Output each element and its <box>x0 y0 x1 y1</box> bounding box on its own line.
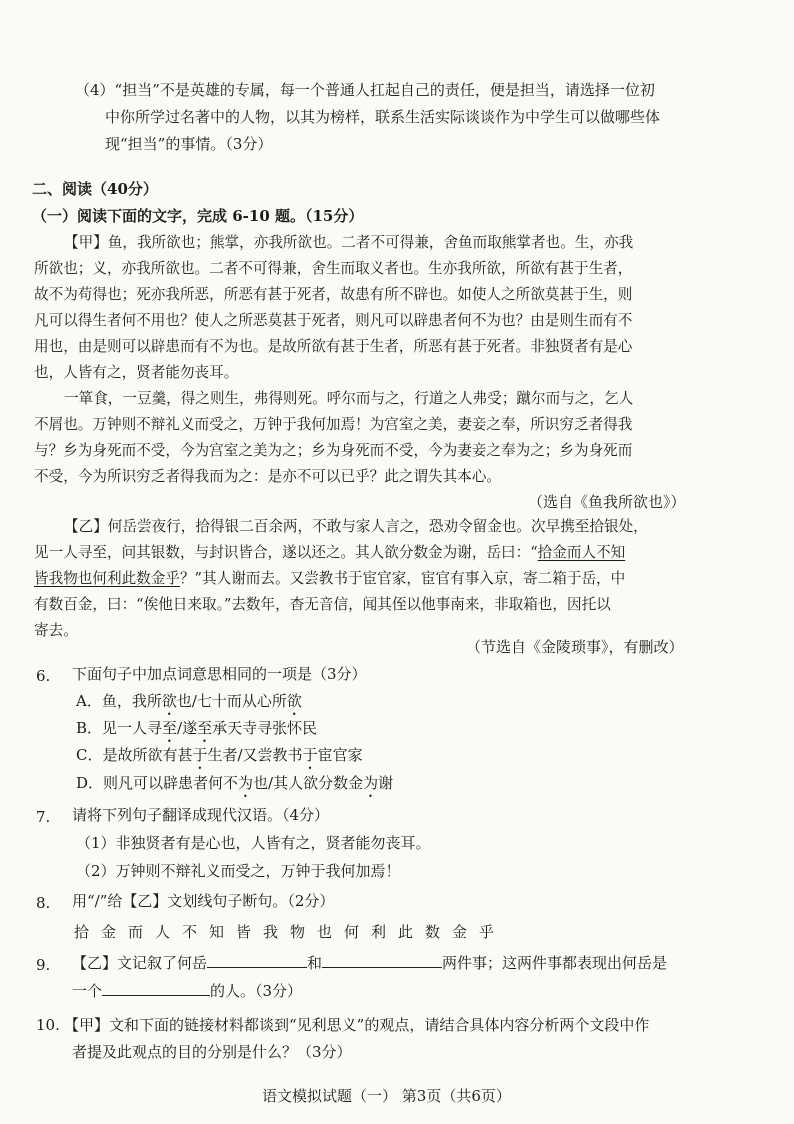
passage-jia-line: 一箪食，一豆羹，得之则生，弗得则死。呼尔而与之，行道之人弗受；蹴尔而与之，乞人 <box>64 390 634 407</box>
q7-stem: 请将下列句子翻译成现代汉语。（4分） <box>72 806 330 824</box>
q6-stem: 下面句子中加点词意思相同的一项是（3分） <box>72 665 367 683</box>
question-number: 8. <box>36 894 51 912</box>
dotted-word: 至 <box>162 719 178 737</box>
passage-jia-line: 【甲】鱼，我所欲也；熊掌，亦我所欲也。二者不可得兼，舍鱼而取熊掌者也。生，亦我 <box>64 234 634 251</box>
q9-line2: 一个 的人。（3分） <box>72 982 303 1000</box>
q10-line2: 者提及此观点的目的分别是什么？（3分） <box>72 1043 352 1061</box>
q7-sentence-1: （1）非独贤者有是心也，人皆有之，贤者能勿丧耳。 <box>76 834 431 852</box>
passage-yi-line <box>34 569 625 589</box>
passage-jia-line: 与？乡为身死而不受，今为宫室之美为之；乡为身死而不受，今为妻妾之奉为之；乡为身死而 <box>34 442 633 459</box>
passage-jia-line: 用也，由是则可以辟患而有不为也。是故所欲有甚于生者，所恶有甚于死者。非独贤者有是心 <box>34 338 633 355</box>
answer-blank[interactable] <box>102 981 210 996</box>
passage-yi-line: 寄去。 <box>34 622 78 639</box>
answer-blank[interactable] <box>322 953 442 968</box>
passage-jia-line: 不受，今为所识穷乏者得我而为之：是亦不可以已乎？此之谓失其本心。 <box>34 468 502 485</box>
underlined-sentence: 拾金而人不知 <box>537 544 626 561</box>
q8-stem: 用“/”给【乙】文划线句子断句。（2分） <box>72 892 335 910</box>
question-number: 9. <box>36 956 51 974</box>
dotted-word: 至 <box>197 719 213 737</box>
passage-yi-line: 【乙】何岳尝夜行，拾得银二百余两，不敢与家人言之，恐劝令留金也。次早携至拾银处， <box>64 518 648 535</box>
q5-part4-line1: （4）“担当”不是英雄的专属，每一个普通人扛起自己的责任，便是担当，请选择一位初 <box>75 81 655 99</box>
passage-jia-line: 凡可以得生者何不用也？使人之所恶莫甚于死者，则凡可以辟患者何不为也？由是则生而有不 <box>34 312 633 329</box>
passage-jia-line: 故不为苟得也；死亦我所恶，所恶有甚于死者，故患有所不辟也。如使人之所欲莫甚于生，则 <box>34 286 633 303</box>
section-subheading: （一）阅读下面的文字，完成 6-10 题。（15分） <box>32 207 364 225</box>
dotted-word: 为 <box>363 774 379 792</box>
q5-part4-line2: 中你所学过名著中的人物，以其为榜样，联系生活实际谈谈作为中学生可以做哪些体 <box>105 108 661 126</box>
page-footer: 语文模拟试题（一） 第3页（共6页） <box>262 1087 511 1105</box>
q7-sentence-2: （2）万钟则不辩礼义而受之，万钟于我何加焉！ <box>76 862 401 880</box>
question-number: 7. <box>36 808 51 826</box>
q5-part4-line3: 现“担当”的事情。（3分） <box>105 135 273 153</box>
dotted-word: 欲 <box>161 692 177 710</box>
dotted-word: 欲 <box>286 692 302 710</box>
section-heading: 二、阅读（40分） <box>32 180 158 198</box>
passage-jia-source: （选自《鱼我所欲也》） <box>528 493 686 511</box>
question-number: 6. <box>36 667 51 685</box>
passage-yi-line <box>34 543 625 563</box>
passage-jia-line: 也，人皆有之，贤者能勿丧耳。 <box>34 364 239 381</box>
passage-yi-text: 见一人寻至，问其银数，与封识皆合，遂以还之。其人欲分数金为谢，岳曰：“ <box>34 544 538 561</box>
q9-line1: 【乙】文记叙了何岳 和 两件事；这两件事都表现出何岳是 <box>72 954 668 972</box>
passage-jia-line: 不屑也。万钟则不辩礼义而受之，万钟于我何加焉！为宫室之美，妻妾之奉，所识穷乏者得我 <box>34 416 633 433</box>
passage-yi-source: （节选自《金陵琐事》，有删改） <box>466 638 684 656</box>
question-number: 10. <box>36 1016 60 1034</box>
dotted-word: 于 <box>192 746 208 764</box>
passage-yi-line: 有数百金，曰：“俟他日来取。”去数年，杳无音信，闻其侄以他事南来，非取箱也，因托以 <box>34 596 611 613</box>
q10-line1: 【甲】文和下面的链接材料都谈到“见利思义”的观点，请结合具体内容分析两个文段中作 <box>64 1016 650 1034</box>
underlined-sentence: 皆我物也何利此数金乎 <box>34 570 180 587</box>
q6-option-d: D．则凡可以辟患者何不为也/其人欲分数金为谢 <box>76 774 394 792</box>
q6-option-a: A．鱼，我所欲也/七十而从心所欲 <box>76 692 302 710</box>
q6-option-b: B．见一人寻至/遂至承天寺寻张怀民 <box>76 719 318 737</box>
q6-option-c: C．是故所欲有甚于生者/又尝教书于宦官家 <box>76 746 363 764</box>
dotted-word: 于 <box>302 746 318 764</box>
passage-jia-line: 所欲也；义，亦我所欲也。二者不可得兼，舍生而取义者也。生亦我所欲，所欲有甚于生者， <box>34 260 633 277</box>
answer-blank[interactable] <box>207 953 307 968</box>
q8-sequence: 拾金而人不知皆我物也何利此数金乎 <box>74 923 507 941</box>
dotted-word: 为 <box>238 774 254 792</box>
passage-yi-text: ？”其人谢而去。又尝教书于宦官家，宦官有事入京，寄二箱于岳，中 <box>179 570 626 587</box>
